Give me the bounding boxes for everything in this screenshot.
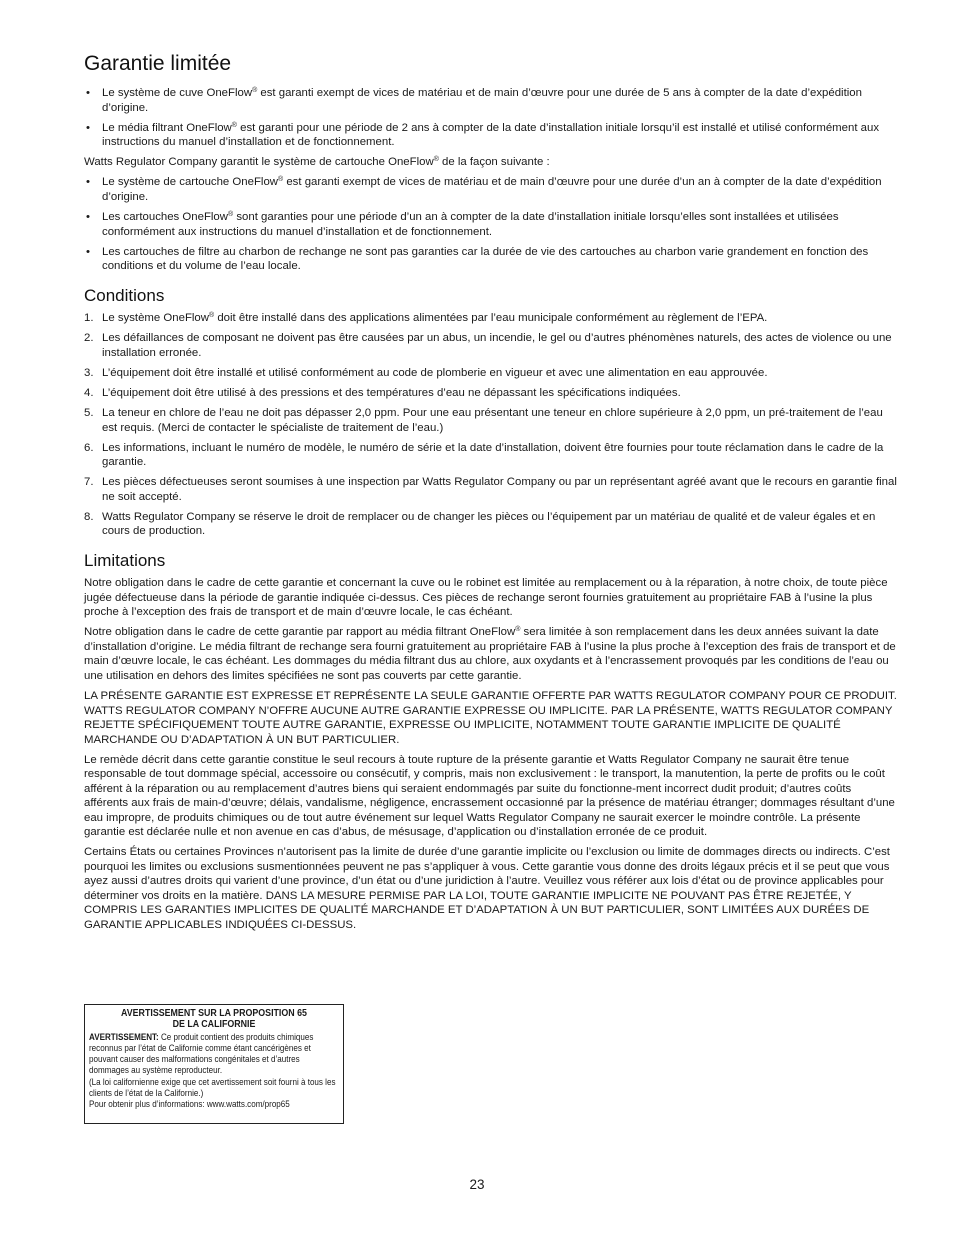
list-item: • Les cartouches de filtre au charbon de rechange ne sont pas garanties car la durée de vie des cartouches au charbon varie grandement en fonction des conditions et du volume de l’eau locale. [84, 245, 898, 274]
page-title: Garantie limitée [84, 52, 232, 75]
prop65-law-note: (La loi californienne exige que cet avertissement soit fourni à tous les clients de l’état de la Californie.) [89, 1075, 336, 1098]
list-item: • Le système de cartouche OneFlow® est garanti exempt de vices de matériau et de main d’œuvre pour une durée d’un an à compter de la date d’expédition d’origine. [84, 175, 898, 204]
limitations-paragraph: Le remède décrit dans cette garantie constitue le seul recours à toute rupture de la présente garantie et Watts Regulator Company ne saurait être tenue responsable de tout dommage spécial, accessoire ou consécutif, y compris, mais non exclusivement : le transport, la manutention, la perte de profits ou le coût afférent à la réparation ou au remplacement d’autres biens qui seraient endommagés par suite du fonctionne-ment incorrect dudit produit; d’autres coûts afférents aux frais de main-d’œuvre; délais, vandalisme, négligence, encrassement occasionné par la présence de matériau étranger; dommages résultant d’une eau impropre, de produits chimiques ou de tout autre événement sur lequel Watts Regulator Company ne saurait exercer le moindre contrôle. La présente garantie est déclarée nulle et non avenue en cas d’abus, de mésusage, d’application ou d’installation erronée de ce produit. [84, 753, 895, 839]
condition-item: 5. La teneur en chlore de l’eau ne doit pas dépasser 2,0 ppm. Pour une eau présentant une teneur en chlore supérieure à 2,0 ppm, un pré-traitement de l’eau est requis. (Merci de contacter le spécialiste de traitement de l’eau.) [84, 407, 883, 434]
limitations-heading: Limitations [84, 550, 166, 570]
warranty-list-tank [84, 86, 898, 150]
prop65-warning-text: AVERTISSEMENT: Ce produit contient des produits chimiques reconnus par l’état de Californie comme étant cancérigènes et pouvant causer des malformations congénitales et d’autres dommages au système reproducteur. [89, 1030, 314, 1076]
condition-item: 2. Les défaillances de composant ne doivent pas être causées par un abus, un incendie, le gel ou d’autres phénomènes naturels, des actes de violence ou une installation erronée. [84, 332, 892, 359]
condition-item: 4. L’équipement doit être utilisé à des pressions et des températures d’eau ne dépassant les spécifications indiquées. [84, 386, 681, 399]
prop65-title: AVERTISSEMENT SUR LA PROPOSITION 65 DE LA CALIFORNIE [120, 1008, 307, 1031]
condition-item: 8. Watts Regulator Company se réserve le droit de remplacer ou de changer les pièces ou l’équipement par un matériau de qualité et de valeur égales et en cours de production. [84, 510, 876, 538]
conditions-heading: Conditions [84, 285, 165, 305]
limitations-paragraph: Certains États ou certaines Provinces n’autorisent pas la limite de durée d’une garantie implicite ou l’exclusion ou limite de dommages directs ou indirects. C’est pourquoi les limites ou exclusions susmentionnées peuvent ne pas s’appliquer à vous. Cette garantie vous donne des droits légaux précis et il se peut que vous ayez aussi d’autres droits qui varient d’une province, d’un état ou d’une juridiction à l’autre. Veuillez vous référer aux lois d’état ou de province applicables pour déterminer vos droits en la matière. DANS LA MESURE PERMISE PAR LA LOI, TOUTE GARANTIE IMPLICITE NE POUVANT PAS ÊTRE REJETÉE, Y COMPRIS LES GARANTIES IMPLICITES DE QUALITÉ MARCHANDE ET D’ADAPTATION À UN BUT PARTICULIER, SONT LIMITÉES AUX DURÉES DE GARANTIE APPLICABLES INDIQUÉES CI-DESSUS. [84, 846, 890, 931]
list-item: • Le média filtrant OneFlow® est garanti pour une période de 2 ans à compter de la date d’installation initiale lorsqu’il est installé et utilisé conformément aux instructions du manuel d’installation et de fonctionnement. [84, 121, 898, 150]
limitations-paragraph: Notre obligation dans le cadre de cette garantie et concernant la cuve ou le robinet est limitée au remplacement ou à la réparation, à notre choix, de toute pièce jugée défectueuse dans la période de garantie indiquée ci-dessus. Ces pièces de rechange seront fournies gratuitement au propriétaire FAB à l’usine la plus proche à l’exception des frais de transport et de main d’œuvre locale, le cas échéant. [84, 577, 888, 619]
condition-item: 7. Les pièces défectueuses seront soumises à une inspection par Watts Regulator Company ou par un représentant agréé avant que le recours en garantie final ne soit accepté. [84, 476, 897, 503]
condition-item: 3. L’équipement doit être installé et utilisé conformément au code de plomberie en vigueur et avec une alimentation en eau approuvée. [84, 366, 768, 379]
limitations-paragraph: LA PRÉSENTE GARANTIE EST EXPRESSE ET REPRÉSENTE LA SEULE GARANTIE OFFERTE PAR WATTS REGULATOR COMPANY POUR CE PRODUIT. WATTS REGULATOR COMPANY N’OFFRE AUCUNE AUTRE GARANTIE EXPRESSE OU IMPLICITE. PAR LA PRÉSENTE, WATTS REGULATOR COMPANY REJETTE SPÉCIFIQUEMENT TOUTE AUTRE GARANTIE, EXPRESSE OU IMPLICITE, NOTAMMENT TOUTE GARANTIE IMPLICITE DE QUALITÉ MARCHANDE OU D’ADAPTATION À UN BUT PARTICULIER. [84, 690, 897, 746]
warranty-list-cartridge [84, 175, 898, 273]
list-item: • Les cartouches OneFlow® sont garanties pour une période d’un an à compter de la date d’installation initiale lorsqu’elles sont installées et utilisées conformément aux instructions du manuel d’installation et de fonctionnement. [84, 210, 898, 239]
condition-item: 6. Les informations, incluant le numéro de modèle, le numéro de série et la date d’installation, doivent être fournies pour toute réclamation dans le cadre de la garantie. [84, 441, 884, 469]
page-number: 23 [469, 1177, 485, 1192]
cartridge-intro: Watts Regulator Company garantit le système de cartouche OneFlow® de la façon suivante : [84, 156, 550, 169]
condition-item: 1. Le système OneFlow® doit être installé dans des applications alimentées par l’eau municipale conformément au règlement de l’EPA. [84, 312, 768, 325]
limitations-paragraph: Notre obligation dans le cadre de cette garantie par rapport au média filtrant OneFlow® sera limitée à son remplacement dans les deux années suivant la date d’installation d’origine. Le média filtrant de rechange sera fourni gratuitement au propriétaire FAB à l’usine la plus proche à l’exception des frais de transport et de main d’œuvre locale, le cas échéant. Les dommages du média filtrant dus au chlore, aux oxydants et à l’encrassement provoqués par les conditions de l’eau ou une utilisation en dehors des limites spécifiées ne sont pas couverts par cette garantie. [84, 626, 896, 682]
conditions-list [84, 311, 898, 539]
prop65-warning-box [84, 1004, 344, 1124]
list-item: • Le système de cuve OneFlow® est garanti exempt de vices de matériau et de main d’œuvre pour une durée de 5 ans à compter de la date d’expédition d’origine. [84, 86, 898, 115]
document-page [84, 52, 898, 938]
prop65-more-info: Pour obtenir plus d’informations: www.watts.com/prop65 [89, 1098, 290, 1110]
